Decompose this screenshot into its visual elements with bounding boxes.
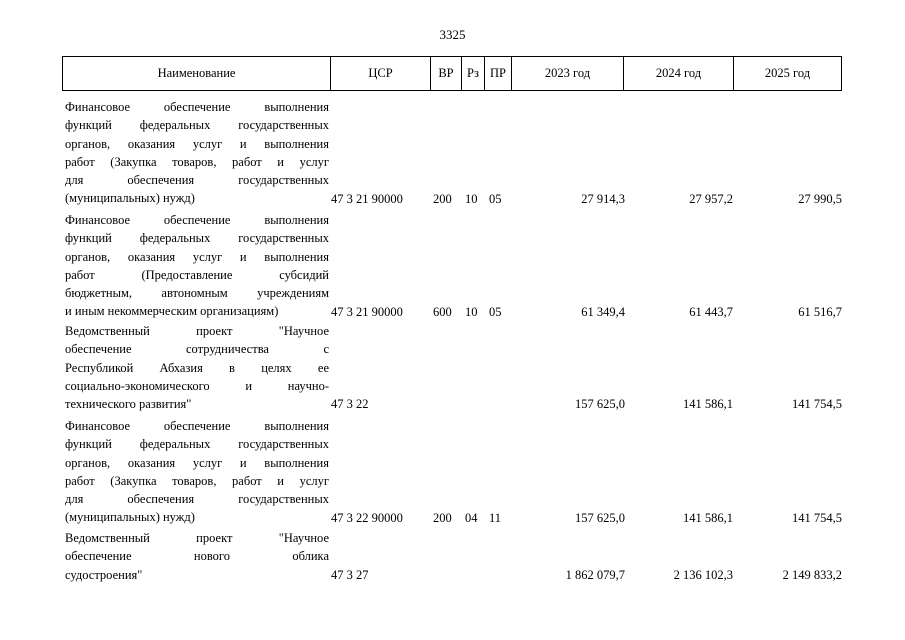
cell-rz: 10 — [465, 304, 478, 319]
row-name-line: бюджетным, автономным учреждениям — [65, 286, 329, 301]
cell-csr: 47 3 21 90000 — [331, 304, 403, 319]
cell-y2025: 61 516,7 — [798, 304, 842, 319]
header-name: Наименование — [63, 57, 331, 90]
header-2025: 2025 год — [764, 66, 811, 80]
cell-csr: 47 3 27 — [331, 567, 369, 582]
cell-y2024: 27 957,2 — [689, 191, 733, 206]
row-name-line: функций федеральных государственных — [65, 231, 329, 246]
cell-csr: 47 3 22 — [331, 397, 369, 412]
row-name-line: социально-экономического и научно- — [65, 378, 329, 393]
table-header — [62, 56, 842, 91]
cell-y2024: 141 586,1 — [683, 397, 733, 412]
row-name-line: Финансовое обеспечение выполнения — [65, 213, 329, 227]
cell-pr: 05 — [489, 304, 502, 319]
cell-vr: 200 — [433, 510, 452, 525]
row-name-line: технического развития" — [65, 397, 192, 412]
row-name-line: Республикой Абхазия в целях ее — [65, 360, 329, 375]
row-name-line: Финансовое обеспечение выполнения — [65, 100, 329, 114]
cell-rz: 04 — [465, 510, 478, 525]
row-name — [65, 98, 329, 208]
row-name — [65, 417, 329, 527]
cell-csr: 47 3 21 90000 — [331, 191, 403, 206]
cell-vr: 600 — [433, 304, 452, 319]
row-name-line: обеспечение нового облика — [65, 549, 329, 564]
row-name-line: функций федеральных государственных — [65, 118, 329, 133]
cell-y2024: 2 136 102,3 — [673, 567, 733, 582]
header-pr: ПР — [485, 57, 512, 90]
row-name-line: работ (Закупка товаров, работ и услуг — [65, 473, 329, 488]
cell-rz: 10 — [465, 191, 478, 206]
row-name-line: и иным некоммерческим организациям) — [65, 304, 279, 319]
cell-y2025: 141 754,5 — [792, 397, 842, 412]
row-name-line: Ведомственный проект "Научное — [65, 531, 329, 545]
cell-csr: 47 3 22 90000 — [331, 510, 403, 525]
row-name — [65, 211, 329, 321]
row-name — [65, 322, 329, 413]
cell-y2024: 61 443,7 — [689, 304, 733, 319]
page-number: 3325 — [439, 27, 466, 42]
header-2024: 2024 год — [624, 57, 734, 90]
row-name-line: работ (Предоставление субсидий — [65, 267, 329, 282]
header-2023: 2023 год — [512, 57, 624, 90]
row-name-line: работ (Закупка товаров, работ и услуг — [65, 154, 329, 169]
row-name-line: Ведомственный проект "Научное — [65, 324, 329, 338]
row-name-line: обеспечение сотрудничества с — [65, 342, 329, 357]
cell-y2023: 1 862 079,7 — [565, 567, 625, 582]
cell-y2025: 141 754,5 — [792, 510, 842, 525]
cell-pr: 05 — [489, 191, 502, 206]
row-name-line: органов, оказания услуг и выполнения — [65, 455, 329, 470]
header-rz: Рз — [462, 57, 485, 90]
cell-vr: 200 — [433, 191, 452, 206]
cell-y2024: 141 586,1 — [683, 510, 733, 525]
header-vr: ВР — [431, 57, 462, 90]
row-name-line: (муниципальных) нужд) — [65, 191, 195, 206]
cell-y2023: 157 625,0 — [575, 397, 625, 412]
row-name — [65, 529, 329, 584]
cell-y2023: 61 349,4 — [581, 304, 625, 319]
row-name-line: органов, оказания услуг и выполнения — [65, 249, 329, 264]
row-name-line: для обеспечения государственных — [65, 173, 329, 188]
header-csr: ЦСР — [331, 57, 431, 90]
row-name-line: органов, оказания услуг и выполнения — [65, 136, 329, 151]
row-name-line: (муниципальных) нужд) — [65, 510, 195, 525]
cell-y2023: 157 625,0 — [575, 510, 625, 525]
cell-y2025: 27 990,5 — [798, 191, 842, 206]
row-name-line: функций федеральных государственных — [65, 437, 329, 452]
cell-y2025: 2 149 833,2 — [782, 567, 842, 582]
cell-pr: 11 — [489, 510, 502, 525]
row-name-line: Финансовое обеспечение выполнения — [65, 419, 329, 433]
row-name-line: судостроения" — [65, 567, 143, 582]
row-name-line: для обеспечения государственных — [65, 492, 329, 507]
cell-y2023: 27 914,3 — [581, 191, 625, 206]
